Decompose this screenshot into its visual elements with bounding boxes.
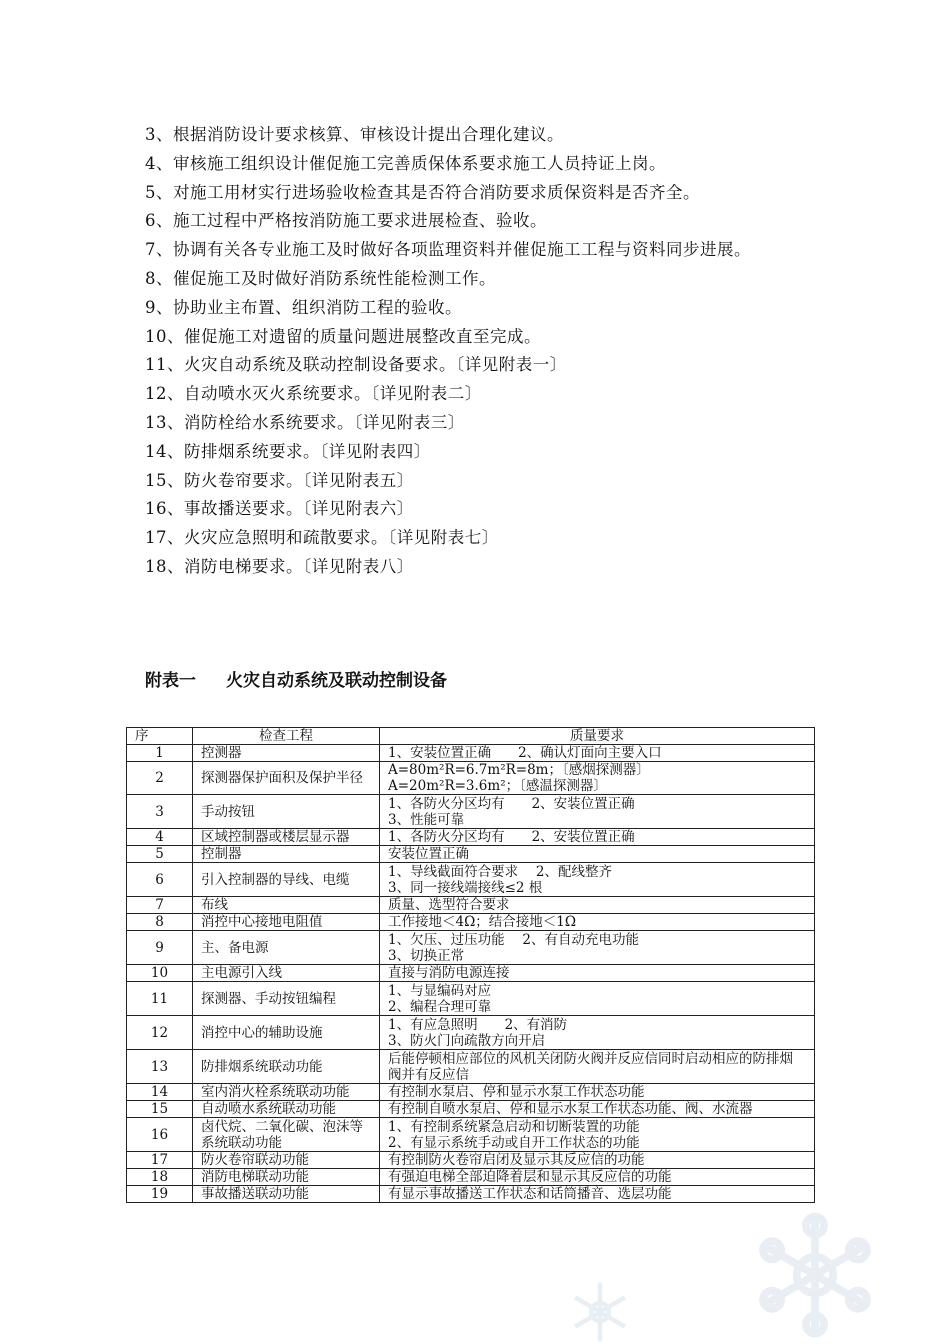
row-item: 主电源引入线 [193,965,380,982]
table-row [127,965,815,982]
table-row [127,795,815,829]
row-requirement [380,897,815,914]
row-requirement [380,1169,815,1186]
inspection-table [126,727,815,1203]
appendix-heading [145,666,447,691]
row-number: 9 [127,931,193,965]
list-item: 5、对施工用材实行进场验收检查其是否符合消防要求质保资料是否齐全。 [145,182,700,202]
table-row [127,1016,815,1050]
list-item: 18、消防电梯要求。〔详见附表八〕 [145,556,414,576]
requirement-line: 直接与消防电源连接 [388,965,510,981]
row-number: 14 [127,1084,193,1101]
table-row [127,829,815,846]
table-row [127,1084,815,1101]
list-item: 14、防排烟系统要求。〔详见附表四〕 [145,441,431,461]
table-row [127,1169,815,1186]
row-number: 17 [127,1152,193,1169]
requirement-line: 2、编程合理可靠 [388,998,492,1015]
row-item: 布线 [193,897,380,914]
table-row [127,1118,815,1152]
row-number: 19 [127,1186,193,1203]
row-requirement [380,795,815,829]
header-requirement: 质量要求 [380,728,815,745]
list-item: 17、火灾应急照明和疏散要求。〔详见附表七〕 [145,528,499,548]
requirement-line: 1、各防火分区均有 2、安装位置正确 [388,795,635,812]
row-requirement [380,965,815,982]
table-row [127,931,815,965]
row-number: 18 [127,1169,193,1186]
row-requirement [380,1186,815,1203]
row-item: 引入控制器的导线、电缆 [193,863,380,897]
table-header-row [127,728,815,745]
table-row [127,1101,815,1118]
row-item: 区域控制器或楼层显示器 [193,829,380,846]
row-requirement [380,1050,815,1084]
list-item: 7、协调有关各专业施工及时做好各项监理资料并催促施工工程与资料同步进展。 [145,240,751,260]
row-number: 10 [127,965,193,982]
row-number: 8 [127,914,193,931]
header-item: 检查工程 [193,728,380,745]
table-row [127,982,815,1016]
header-no: 序 [127,728,193,745]
row-number: 3 [127,795,193,829]
requirement-line: 1、与显编码对应 [388,982,492,999]
row-requirement [380,829,815,846]
row-number: 12 [127,1016,193,1050]
row-number: 11 [127,982,193,1016]
list-item: 3、根据消防设计要求核算、审核设计提出合理化建议。 [145,125,564,144]
requirement-line: 3、切换正常 [388,947,465,964]
requirement-line: 1、导线截面符合要求 2、配线整齐 [388,863,612,880]
table-row [127,1050,815,1084]
requirement-line: 工作接地＜4Ω；结合接地＜1Ω [388,914,577,930]
row-requirement [380,931,815,965]
list-item: 6、施工过程中严格按消防施工要求进展检查、验收。 [145,211,547,231]
requirement-line: 3、防火门向疏散方向开启 [388,1032,546,1049]
row-item: 手动按钮 [193,795,380,829]
row-item: 主、备电源 [193,931,380,965]
row-item: 消防电梯联动功能 [193,1169,380,1186]
row-requirement [380,1118,815,1152]
row-item: 卤代烷、二氧化碳、泡沫等系统联动功能 [193,1118,380,1152]
list-item: 11、火灾自动系统及联动控制设备要求。〔详见附表一〕 [145,355,567,375]
row-number: 7 [127,897,193,914]
list-item: 9、协助业主布置、组织消防工程的验收。 [145,297,462,317]
requirement-line: 1、欠压、过压功能 2、有自动充电功能 [388,931,639,948]
row-item: 防排烟系统联动功能 [193,1050,380,1084]
requirement-line: 1、安装位置正确 2、确认灯面向主要入口 [388,745,662,761]
row-requirement [380,1152,815,1169]
requirement-line: 1、各防火分区均有 2、安装位置正确 [388,829,635,845]
row-number: 15 [127,1101,193,1118]
table-row [127,1152,815,1169]
table-row [127,897,815,914]
row-requirement [380,745,815,762]
row-item: 探测器保护面积及保护半径 [193,762,380,795]
row-requirement [380,863,815,897]
snowflake-watermark-small-icon [565,1280,635,1344]
row-number: 16 [127,1118,193,1152]
appendix-title: 火灾自动系统及联动控制设备 [226,671,447,691]
list-item: 12、自动喷水灭火系统要求。〔详见附表二〕 [145,384,482,404]
table-row [127,1186,815,1203]
requirement-list [145,121,751,582]
row-item: 事故播送联动功能 [193,1186,380,1203]
appendix-label: 附表一 [145,671,196,691]
snowflake-watermark-icon [750,1210,880,1340]
row-item: 自动喷水系统联动功能 [193,1101,380,1118]
row-number: 1 [127,745,193,762]
row-number: 2 [127,762,193,795]
list-item: 10、催促施工对遗留的质量问题进展整改直至完成。 [145,326,541,346]
row-number: 5 [127,846,193,863]
row-number: 6 [127,863,193,897]
list-item: 13、消防栓给水系统要求。〔详见附表三〕 [145,412,465,432]
row-item: 室内消火栓系统联动功能 [193,1084,380,1101]
list-item: 16、事故播送要求。〔详见附表六〕 [145,499,414,519]
table-row [127,762,815,795]
requirement-line: 3、性能可靠 [388,811,465,828]
row-requirement [380,914,815,931]
requirement-line: 1、有控制系统紧急启动和切断装置的功能 [388,1118,640,1135]
requirement-line: 有强迫电梯全部迫降着层和显示其反应信的功能 [388,1169,672,1185]
table-row [127,863,815,897]
requirement-line: A=20m²R=3.6m²；〔感温探测器〕 [388,778,607,794]
requirement-line: 1、有应急照明 2、有消防 [388,1016,568,1033]
row-number: 4 [127,829,193,846]
table-row [127,846,815,863]
requirement-line: 后能停顿相应部位的风机关闭防火阀并反应信同时启动相应的防排烟阀并有反应信 [388,1050,793,1083]
requirement-line: 安装位置正确 [388,846,469,862]
list-item: 15、防火卷帘要求。〔详见附表五〕 [145,470,414,490]
row-requirement [380,762,815,795]
row-item: 消控中心的辅助设施 [193,1016,380,1050]
row-item: 消控中心接地电阻值 [193,914,380,931]
requirement-line: 2、有显示系统手动或自开工作状态的功能 [388,1134,640,1151]
row-item: 控制器 [193,846,380,863]
list-item: 4、审核施工组织设计催促施工完善质保体系要求施工人员持证上岗。 [145,153,666,173]
row-requirement [380,1016,815,1050]
row-requirement [380,846,815,863]
requirement-line: 有控制水泵启、停和显示水泵工作状态功能 [388,1084,645,1100]
requirement-line: 有显示事故播送工作状态和话筒播音、选层功能 [388,1186,672,1202]
row-requirement [380,1101,815,1118]
table-row [127,745,815,762]
requirement-line: 有控制自喷水泵启、停和显示水泵工作状态功能、阀、水流器 [388,1101,753,1117]
row-item: 控测器 [193,745,380,762]
row-item: 探测器、手动按钮编程 [193,982,380,1016]
row-requirement [380,1084,815,1101]
row-item: 防火卷帘联动功能 [193,1152,380,1169]
requirement-line: 有控制防火卷帘启闭及显示其反应信的功能 [388,1152,645,1168]
table-row [127,914,815,931]
list-item: 8、催促施工及时做好消防系统性能检测工作。 [145,268,496,288]
row-requirement [380,982,815,1016]
row-number: 13 [127,1050,193,1084]
requirement-line: 质量、选型符合要求 [388,897,510,913]
requirement-line: A=80m²R=6.7m²R=8m；〔感烟探测器〕 [388,762,650,778]
requirement-line: 3、同一接线端接线≤2 根 [388,879,543,896]
